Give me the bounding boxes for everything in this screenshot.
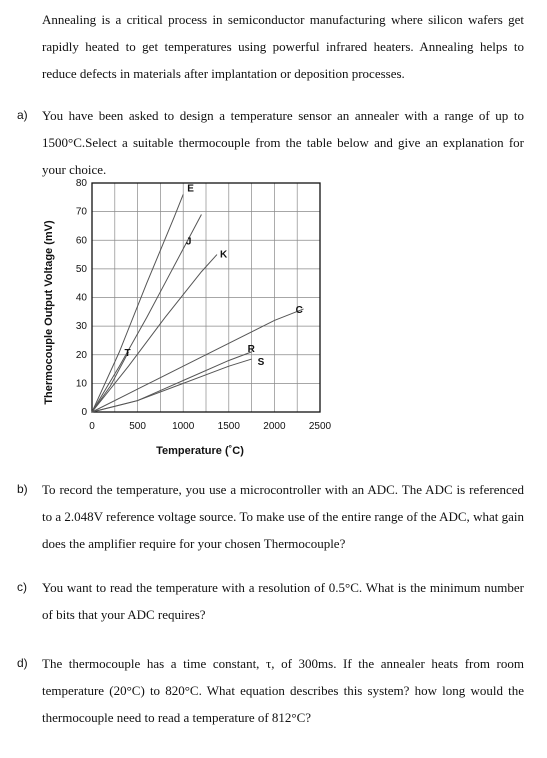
- y-axis-label: Thermocouple Output Voltage (mV): [43, 220, 55, 405]
- y-tick-label: 30: [75, 321, 87, 333]
- y-tick-label: 20: [75, 349, 87, 361]
- question-c-letter: c): [17, 580, 27, 594]
- series-label-k: K: [219, 249, 228, 261]
- x-tick-label: 2500: [308, 421, 332, 432]
- y-tick-label: 40: [75, 292, 87, 304]
- x-tick-label: 2000: [263, 421, 286, 432]
- question-d-text: The thermocouple has a time constant, τ, of 300ms. If the annealer heats from room temperature (20°C) to 820°C. What equation describes this system? how long would the thermocouple need to read a temperature of 812°C?: [42, 656, 524, 725]
- y-tick-label: 0: [81, 407, 87, 418]
- series-label-c: C: [295, 304, 303, 316]
- y-tick-label: 60: [75, 235, 87, 247]
- series-line-k: [92, 255, 217, 412]
- y-tick-label: 10: [75, 378, 87, 390]
- series-label-e: E: [187, 183, 194, 195]
- intro-paragraph: Annealing is a critical process in semiconductor manufacturing where silicon wafers get rapidly heated to get temperatures using powerful infrared heaters. Annealing helps to reduce defects in materials after implantation or deposition processes.: [42, 12, 524, 81]
- x-tick-label: 1500: [217, 421, 240, 432]
- y-tick-label: 50: [75, 263, 87, 275]
- y-tick-label: 80: [75, 178, 87, 189]
- x-tick-label: 500: [129, 421, 146, 432]
- x-tick-label: 1000: [172, 421, 195, 432]
- x-tick-label: 0: [89, 421, 95, 432]
- question-a-text: You have been asked to design a temperature sensor an annealer with a range of up to 1500°C.Select a suitable thermocouple from the table below and give an explanation for your choice.: [42, 108, 524, 177]
- series-label-s: S: [257, 357, 265, 369]
- question-b-letter: b): [17, 482, 28, 496]
- question-b-text: To record the temperature, you use a microcontroller with an ADC. The ADC is referenced to a 2.048V reference voltage source. To make use of the entire range of the ADC, what gain does the amplifier require for your chosen Thermocouple?: [42, 482, 524, 551]
- question-a-letter: a): [17, 108, 28, 122]
- x-axis-label: Temperature (˚C): [156, 445, 244, 457]
- series-label-j: J: [185, 236, 192, 248]
- question-d-letter: d): [17, 656, 28, 670]
- question-c-text: You want to read the temperature with a resolution of 0.5°C. What is the minimum number of bits that your ADC requires?: [42, 580, 524, 622]
- series-label-r: R: [247, 343, 255, 355]
- series-label-t: T: [124, 347, 131, 359]
- y-tick-label: 70: [75, 206, 87, 218]
